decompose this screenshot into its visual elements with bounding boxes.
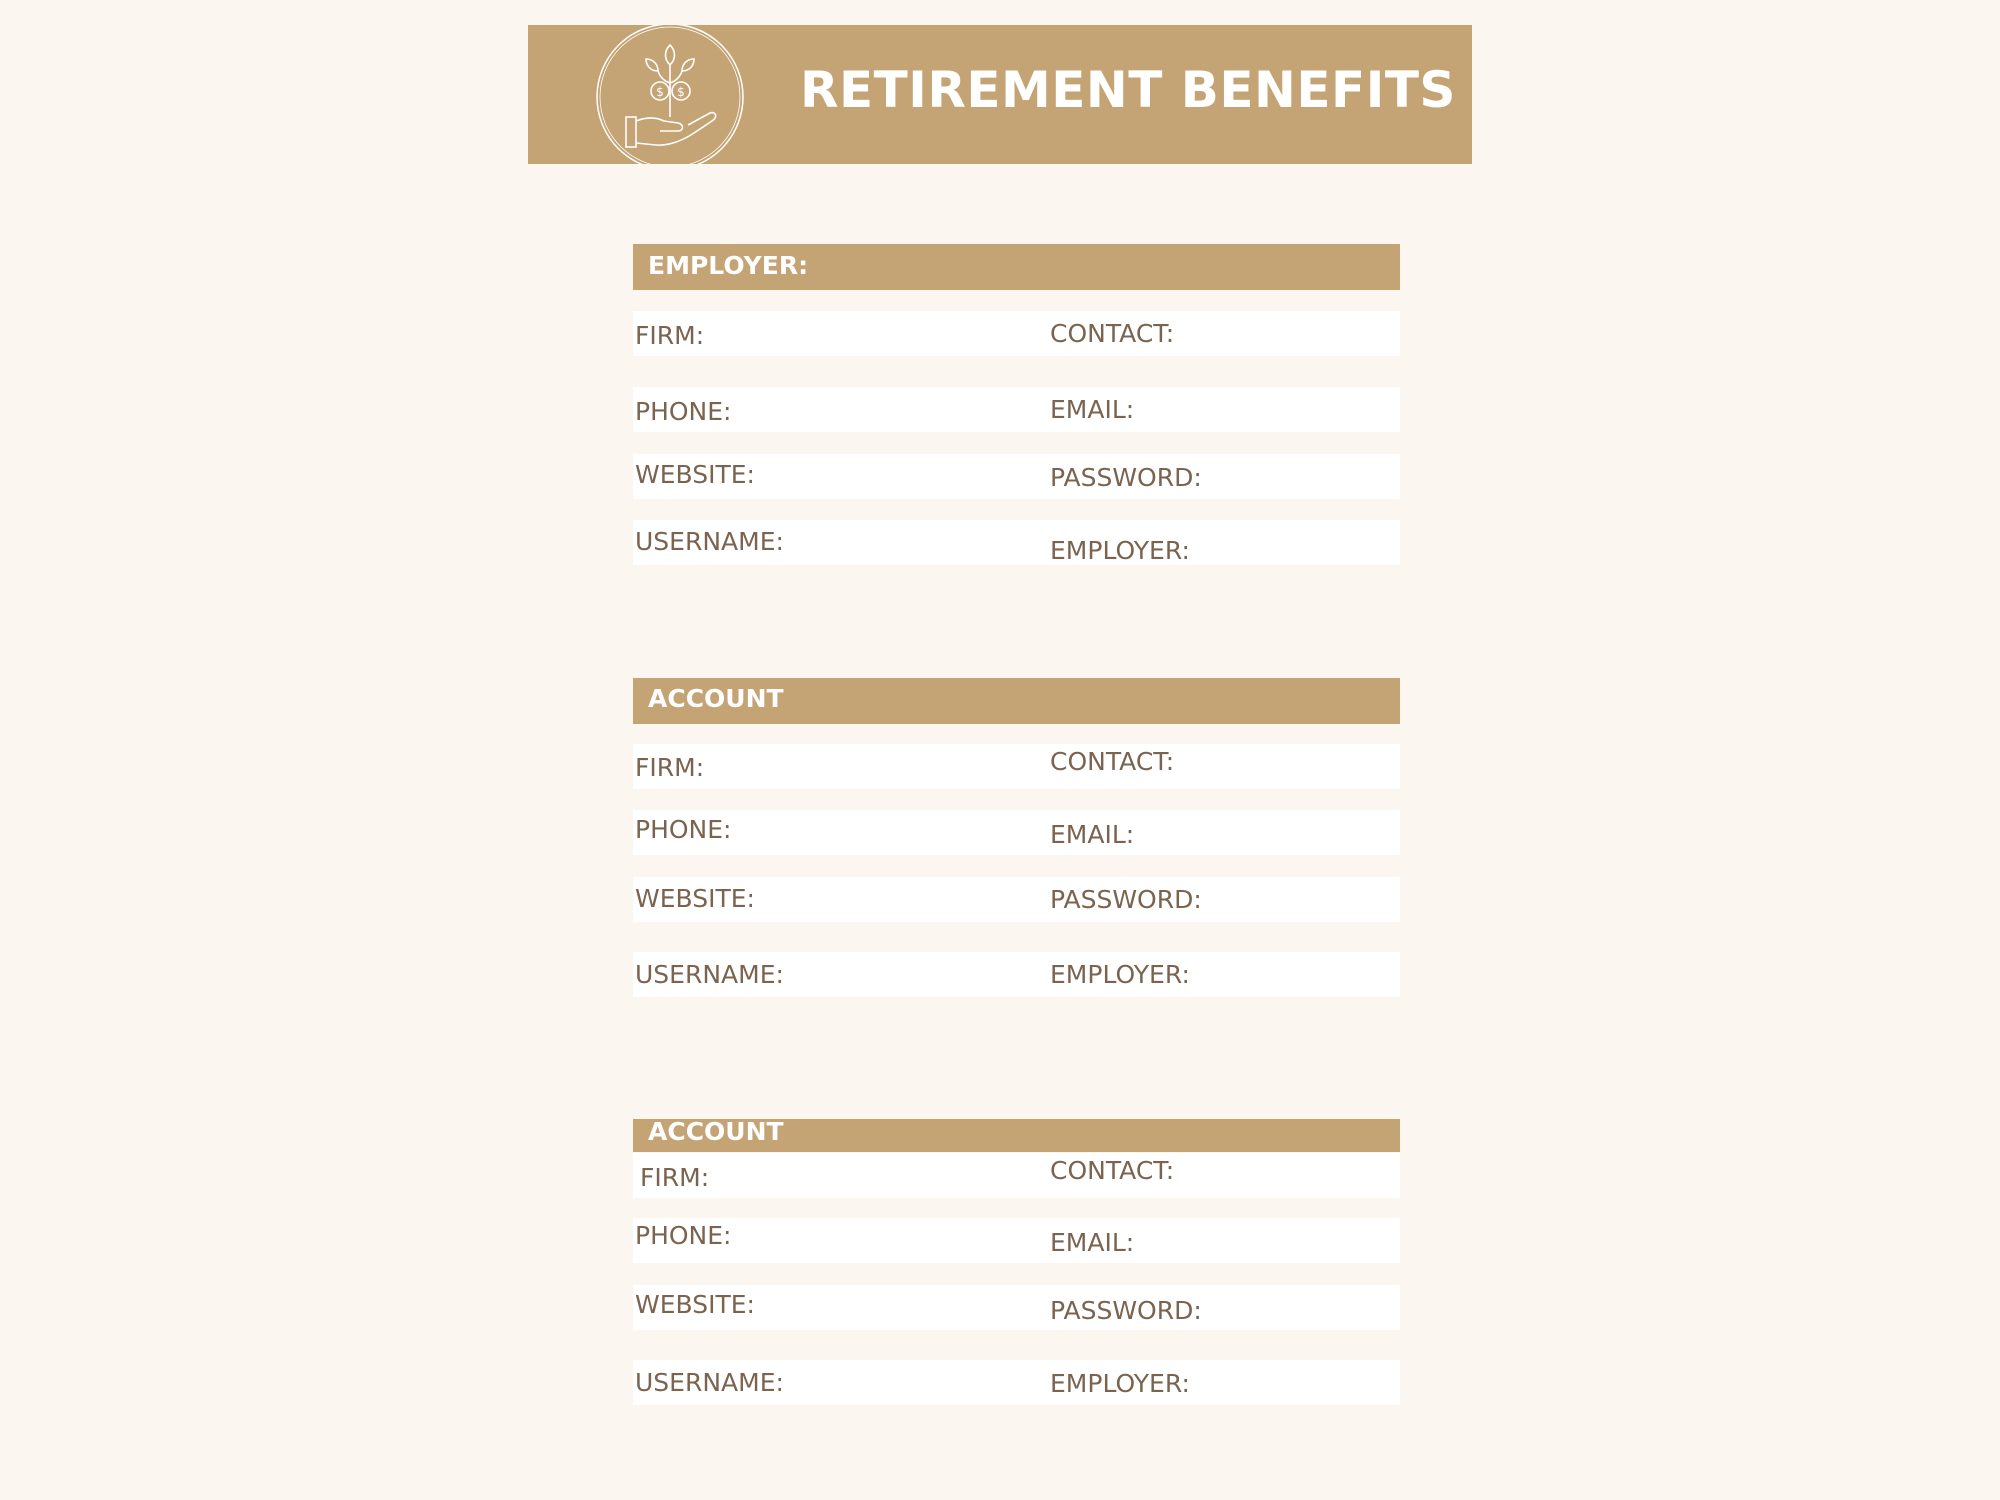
- email-label: EMAIL:: [1050, 820, 1135, 849]
- website-label: WEBSITE:: [635, 460, 755, 489]
- website-label: WEBSITE:: [635, 1290, 755, 1319]
- form-row[interactable]: [633, 1153, 1400, 1198]
- username-label: USERNAME:: [635, 527, 784, 556]
- page-title: RETIREMENT BENEFITS: [800, 61, 1456, 119]
- phone-label: PHONE:: [635, 397, 732, 426]
- form-row[interactable]: [633, 1218, 1400, 1263]
- contact-label: CONTACT:: [1050, 319, 1175, 348]
- employer-label: EMPLOYER:: [1050, 536, 1190, 565]
- employer-label: EMPLOYER:: [1050, 960, 1190, 989]
- username-label: USERNAME:: [635, 960, 784, 989]
- section-heading-label: EMPLOYER:: [648, 251, 809, 280]
- website-label: WEBSITE:: [635, 884, 755, 913]
- form-row[interactable]: [633, 744, 1400, 789]
- form-row[interactable]: [633, 311, 1400, 356]
- form-row[interactable]: [633, 1360, 1400, 1405]
- section-heading-account: [633, 1119, 1400, 1152]
- email-label: EMAIL:: [1050, 1228, 1135, 1257]
- hand-holding-money-plant-icon: [594, 25, 746, 164]
- section-heading-account: [633, 678, 1400, 724]
- form-row[interactable]: [633, 810, 1400, 855]
- password-label: PASSWORD:: [1050, 1296, 1202, 1325]
- form-row[interactable]: [633, 454, 1400, 499]
- firm-label: FIRM:: [635, 321, 705, 350]
- contact-label: CONTACT:: [1050, 747, 1175, 776]
- password-label: PASSWORD:: [1050, 885, 1202, 914]
- employer-label: EMPLOYER:: [1050, 1369, 1190, 1398]
- contact-label: CONTACT:: [1050, 1156, 1175, 1185]
- section-heading-employer: [633, 244, 1400, 290]
- svg-text:$: $: [656, 85, 664, 99]
- form-row[interactable]: [633, 1285, 1400, 1330]
- form-row[interactable]: [633, 387, 1400, 432]
- phone-label: PHONE:: [635, 815, 732, 844]
- phone-label: PHONE:: [635, 1221, 732, 1250]
- firm-label: FIRM:: [635, 753, 705, 782]
- email-label: EMAIL:: [1050, 395, 1135, 424]
- password-label: PASSWORD:: [1050, 463, 1202, 492]
- section-heading-label: ACCOUNT: [648, 1117, 784, 1146]
- username-label: USERNAME:: [635, 1368, 784, 1397]
- header-banner: [528, 25, 1472, 164]
- svg-text:$: $: [677, 85, 685, 99]
- firm-label: FIRM:: [640, 1163, 710, 1192]
- form-row[interactable]: [633, 877, 1400, 922]
- form-row[interactable]: [633, 520, 1400, 565]
- section-heading-label: ACCOUNT: [648, 684, 784, 713]
- form-row[interactable]: [633, 952, 1400, 997]
